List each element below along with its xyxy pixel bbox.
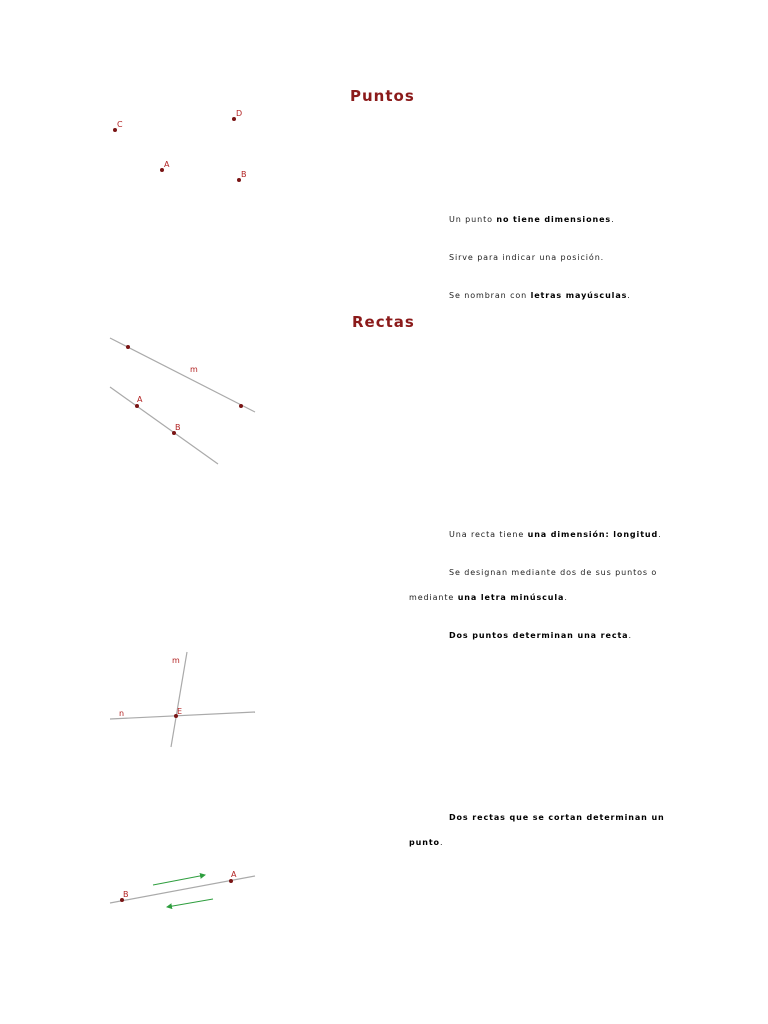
label-b: B [241,170,247,179]
rectas-p4-bold-2: punto [409,838,440,847]
rectas-p1-bold: una dimensión: longitud [527,530,659,539]
puntos-paragraph-2: Sirve para indicar una posición. [449,253,605,262]
figure-lines-parallel [100,330,270,470]
arrow-left-icon [167,899,213,907]
label-c: C [117,120,123,129]
point-line-m-2 [239,404,243,408]
figure-intersecting-lines [100,645,270,755]
label-d: D [236,109,243,118]
label-m: m [172,656,180,665]
point-a [135,404,139,408]
rectas-paragraph-2-line-2 [409,593,568,603]
label-a: A [137,395,143,404]
rectas-paragraph-1 [449,530,662,540]
rectas-p4-post: . [439,838,444,847]
puntos-p1-bold: no tiene dimensiones [496,215,612,224]
puntos-paragraph-3 [449,291,631,301]
point-a [229,879,233,883]
rectas-paragraph-4-line-2 [409,838,443,848]
label-b: B [123,890,129,899]
figure-segment-arrows [100,860,270,920]
rectas-paragraph-2-line-1: Se designan mediante dos de sus puntos o [449,568,658,577]
point-line-m-1 [126,345,130,349]
rectas-p2-bold: una letra minúscula [457,593,565,602]
puntos-paragraph-1 [449,215,615,225]
label-n: n [119,709,125,718]
line-ab [110,876,255,903]
line-ab [110,387,218,464]
rectas-p3-bold: Dos puntos determinan una recta [449,631,629,640]
arrow-right-icon [153,875,205,885]
line-n [110,712,255,719]
label-m: m [190,365,198,374]
rectas-paragraph-3 [449,631,632,641]
rectas-paragraph-4-line-1 [449,813,665,823]
label-a: A [164,160,170,169]
label-e: E [177,707,183,716]
puntos-p3-bold: letras mayúsculas [530,291,628,300]
rectas-p1-post: . [658,530,662,539]
line-m [110,338,255,412]
rectas-p4-bold-1: Dos rectas que se cortan determinan un [449,813,665,822]
title-rectas: Rectas [352,313,415,331]
line-m [171,652,187,747]
puntos-p1-pre: Un punto [449,215,497,224]
rectas-p3-post: . [628,631,632,640]
puntos-p1-post: . [611,215,615,224]
figure-points [100,100,270,195]
puntos-p3-pre: Se nombran con [449,291,531,300]
rectas-p2-post: . [564,593,568,602]
rectas-p1-pre: Una recta tiene [449,530,528,539]
label-a: A [231,870,237,879]
title-puntos: Puntos [350,87,415,105]
label-b: B [175,423,181,432]
rectas-p2-pre: mediante [409,593,458,602]
puntos-p3-post: . [627,291,631,300]
